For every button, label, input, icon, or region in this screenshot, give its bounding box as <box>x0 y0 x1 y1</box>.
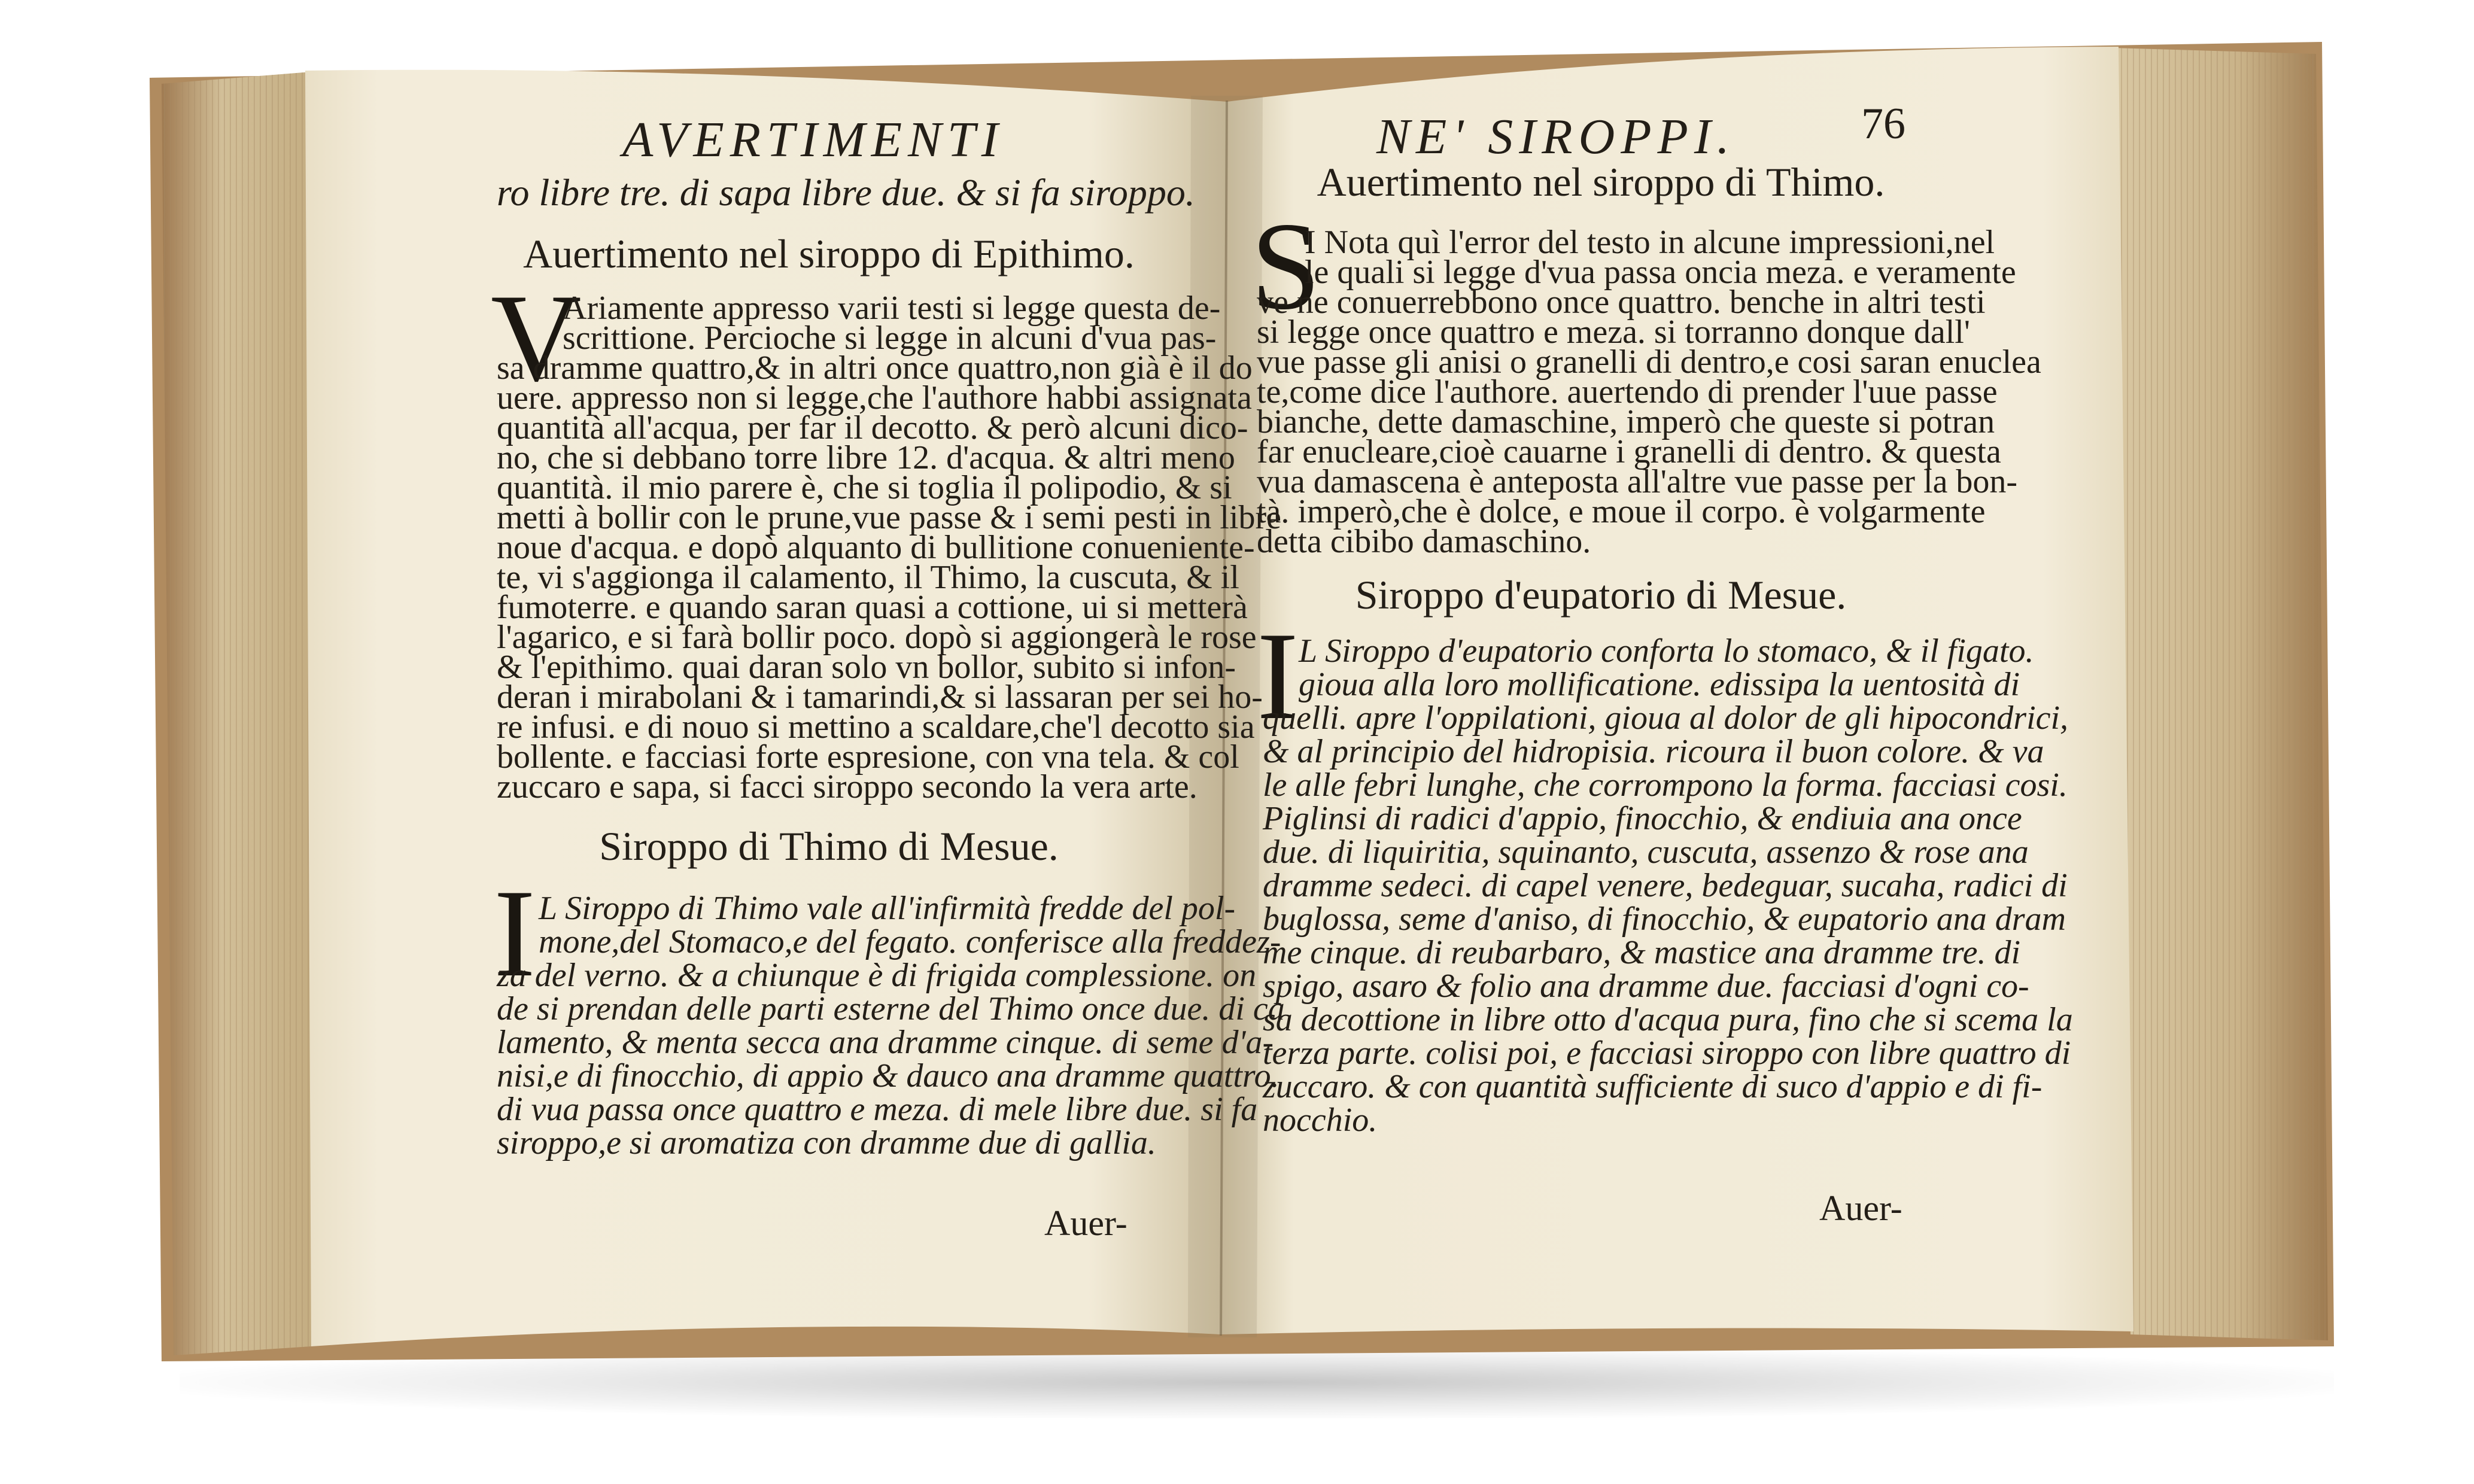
right-section1-body <box>1257 224 2041 560</box>
text-line: terza parte. colisi poi, e facciasi siroppo con libre quattro di <box>1263 1035 2071 1072</box>
left-section2-body <box>497 892 1285 1160</box>
right-catchword: Auer- <box>1819 1188 1902 1228</box>
text-line: le alle febri lunghe, che corrompono la forma. facciasi cosi. <box>1263 767 2068 804</box>
text-line: sa dramme quattro,& in altri once quattro,non già è il do <box>497 349 1253 387</box>
text-line: I Nota quì l'error del testo in alcune impressioni,nel <box>1305 224 1995 261</box>
text-line: te,come dice l'authore. auertendo di prender l'uue passe <box>1257 373 1998 410</box>
text-line: le quali si legge d'vua passa oncia meza. e veramente <box>1305 254 2016 291</box>
text-line: re infusi. e di nouo si mettino a scaldare,che'l decotto sia <box>497 708 1255 746</box>
text-line: l'agarico, e si farà bollir poco. dopò si aggiongerà le rose <box>497 619 1257 656</box>
text-line: di vua passa once quattro e meza. di mele libre due. si fa <box>497 1091 1258 1128</box>
text-line: siroppo,e si aromatiza con dramme due di gallia. <box>497 1124 1156 1161</box>
text-line: zuccaro e sapa, si facci siroppo secondo la vera arte. <box>497 768 1198 805</box>
text-line: deran i mirabolani & i tamarindi,& si lassaran per sei ho- <box>497 679 1263 716</box>
text-line: nocchio. <box>1263 1102 1378 1139</box>
text-line: scrittione. Percioche si legge in alcuni d'vua pas- <box>563 320 1217 357</box>
text-line: bianche, dette damaschine, imperò che queste si potran <box>1257 403 1995 440</box>
text-line: ve ne conuerrebbono once quattro. benche in altri testi <box>1257 284 1986 321</box>
right-section2-body <box>1263 634 2073 1137</box>
right-running-head: NE' SIROPPI. <box>1376 109 1736 165</box>
text-line: mone,del Stomaco,e del fegato. conferisce alla freddez- <box>539 923 1281 960</box>
text-line: & al principio del hidropisia. ricoura il buon colore. & va <box>1263 733 2044 770</box>
text-line: te, vi s'aggionga il calamento, il Thimo, la cuscuta, & il <box>497 559 1239 596</box>
left-catchword: Auer- <box>1044 1203 1127 1243</box>
right-page-edges-lines <box>2113 48 2328 1340</box>
text-line: vue passe gli anisi o granelli di dentro,e cosi saran enuclea <box>1257 343 2041 381</box>
left-section1-dropcap: V <box>491 269 582 408</box>
left-section2-dropcap: I <box>494 864 536 1003</box>
left-section1-body <box>497 290 1282 805</box>
text-line: quantità. il mio parere è, che si toglia il polipodio, & si <box>497 469 1232 506</box>
right-section2-heading: Siroppo d'eupatorio di Mesue. <box>1355 572 1847 618</box>
text-line: de si prendan delle parti esterne del Thimo once due. di ca <box>497 990 1285 1027</box>
text-line: no, che si debbano torre libre 12. d'acqua. & altri meno <box>497 439 1235 476</box>
text-line: dramme sedeci. di capel venere, bedeguar, sucaha, radici di <box>1263 867 2068 904</box>
text-line: gioua alla loro mollificatione. edissipa la uentosità di <box>1299 666 2020 703</box>
text-line: tà. imperò,che è dolce, e moue il corpo. è volgarmente <box>1257 493 1986 530</box>
left-section2-heading: Siroppo di Thimo di Mesue. <box>599 823 1059 869</box>
left-page-edges-lines <box>162 72 311 1355</box>
text-line: si legge once quattro e meza. si torranno donque dall' <box>1257 314 1970 351</box>
text-line: sa decottione in libre otto d'acqua pura, fino che si scema la <box>1263 1001 2073 1038</box>
text-line: uere. appresso non si legge,che l'authore habbi assignata <box>497 379 1252 416</box>
left-running-head: AVERTIMENTI <box>622 112 1004 168</box>
text-line: bollente. e facciasi forte espresione, con vna tela. & col <box>497 738 1239 776</box>
right-section2-dropcap: I <box>1257 607 1299 746</box>
text-line: me cinque. di reubarbaro, & mastice ana dramme tre. di <box>1263 934 2021 971</box>
text-line: & l'epithimo. quai daran solo vn bollor, subito si infon- <box>497 649 1236 686</box>
text-line: L Siroppo d'eupatorio conforta lo stomaco, & il figato. <box>1299 632 2034 670</box>
text-line: nisi,e di finocchio, di appio & dauco ana dramme quattro. <box>497 1057 1279 1094</box>
text-line: due. di liquiritia, squinanto, cuscuta, assenzo & rose ana <box>1263 834 2029 871</box>
right-page-number: 76 <box>1861 99 1905 148</box>
text-line: far enucleare,cioè cauarne i granelli di dentro. & questa <box>1257 433 2001 470</box>
left-section1-heading: Auertimento nel siroppo di Epithimo. <box>523 231 1135 276</box>
text-line: lamento, & menta secca ana dramme cinque. di seme d'a- <box>497 1024 1274 1061</box>
text-line: vua damascena è anteposta all'altre vue passe per la bon- <box>1257 463 2018 500</box>
left-carry-line: ro libre tre. di sapa libre due. & si fa siroppo. <box>497 171 1195 214</box>
text-line: fumoterre. e quando saran quasi a cottione, ui si metterà <box>497 589 1248 626</box>
right-section1-dropcap: S <box>1251 197 1321 336</box>
right-section1-heading: Auertimento nel siroppo di Thimo. <box>1317 159 1885 205</box>
text-line: L Siroppo di Thimo vale all'infirmità fredde del pol- <box>539 890 1236 927</box>
text-line: noue d'acqua. e dopò alquanto di bullitione conueniente- <box>497 529 1255 566</box>
text-line: quelli. apre l'oppilationi, gioua al dolor de gli hipocondrici, <box>1263 700 2069 737</box>
text-line: metti à bollir con le prune,vue passe & i semi pesti in libre <box>497 499 1282 536</box>
text-line: Piglinsi di radici d'appio, finocchio, & endiuia ana once <box>1263 800 2022 837</box>
text-line: za del verno. & a chiunque è di frigida complessione. on <box>497 957 1257 994</box>
text-line: quantità all'acqua, per far il decotto. & però alcuni dico- <box>497 409 1248 446</box>
text-line: detta cibibo damaschino. <box>1257 523 1591 560</box>
text-line: buglossa, seme d'aniso, di finocchio, & eupatorio ana dram <box>1263 901 2066 938</box>
text-line: zuccaro. & con quantità sufficiente di suco d'appio e di fi- <box>1263 1068 2043 1105</box>
text-line: spigo, asaro & folio ana dramme due. facciasi d'ogni co- <box>1263 968 2029 1005</box>
text-line: Ariamente appresso varii testi si legge questa de- <box>563 290 1221 327</box>
